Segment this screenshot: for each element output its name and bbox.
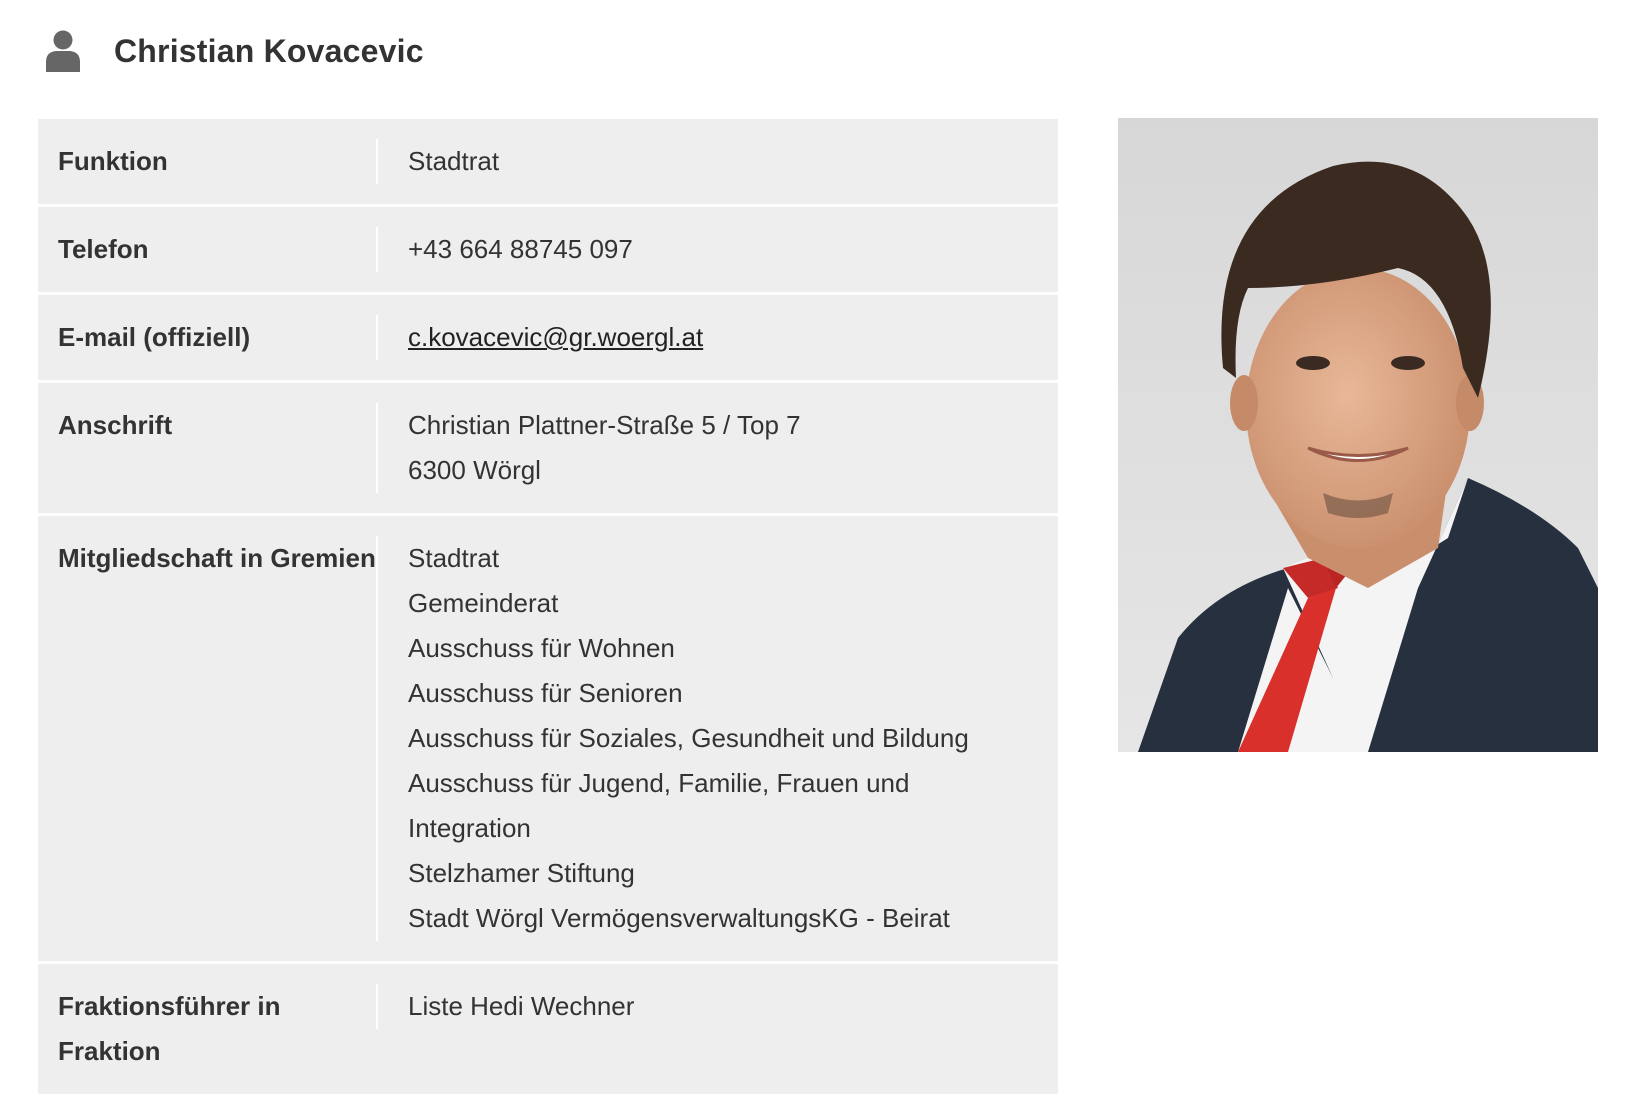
row-funktion <box>38 119 1058 204</box>
row-telefon <box>38 204 1058 292</box>
label-telefon: Telefon <box>38 204 376 292</box>
value-fraktion: Liste Hedi Wechner <box>376 984 1038 1029</box>
row-mitgliedschaft <box>38 513 1058 961</box>
row-anschrift <box>38 380 1058 513</box>
label-fraktion: Fraktionsführer in Fraktion <box>38 961 376 1094</box>
profile-header <box>46 26 424 76</box>
label-funktion: Funktion <box>38 119 376 204</box>
value-mitgliedschaft <box>376 536 1038 941</box>
portrait-photo <box>1118 118 1598 752</box>
person-name: Christian Kovacevic <box>114 32 424 69</box>
membership-item: Stadtrat <box>408 543 500 573</box>
membership-item: Ausschuss für Jugend, Familie, Frauen und Integration <box>408 768 910 843</box>
membership-item: Stelzhamer Stiftung <box>408 858 635 888</box>
label-mitgliedschaft: Mitgliedschaft in Gremien <box>38 513 376 961</box>
value-telefon: +43 664 88745 097 <box>376 227 1038 272</box>
membership-item: Ausschuss für Soziales, Gesundheit und Bildung <box>408 723 969 753</box>
membership-item: Ausschuss für Senioren <box>408 678 683 708</box>
label-email: E-mail (offiziell) <box>38 292 376 380</box>
value-funktion: Stadtrat <box>376 139 1038 184</box>
membership-item: Gemeinderat <box>408 588 559 618</box>
membership-item: Stadt Wörgl VermögensverwaltungsKG - Beirat <box>408 903 950 933</box>
email-link[interactable]: c.kovacevic@gr.woergl.at <box>408 322 704 352</box>
profile-details-table <box>38 119 1058 1094</box>
address-line: 6300 Wörgl <box>408 455 541 485</box>
person-icon <box>46 30 80 72</box>
label-anschrift: Anschrift <box>38 380 376 513</box>
value-anschrift <box>376 403 1038 493</box>
row-fraktion <box>38 961 1058 1094</box>
address-line: Christian Plattner-Straße 5 / Top 7 <box>408 410 801 440</box>
row-email <box>38 292 1058 380</box>
membership-item: Ausschuss für Wohnen <box>408 633 675 663</box>
